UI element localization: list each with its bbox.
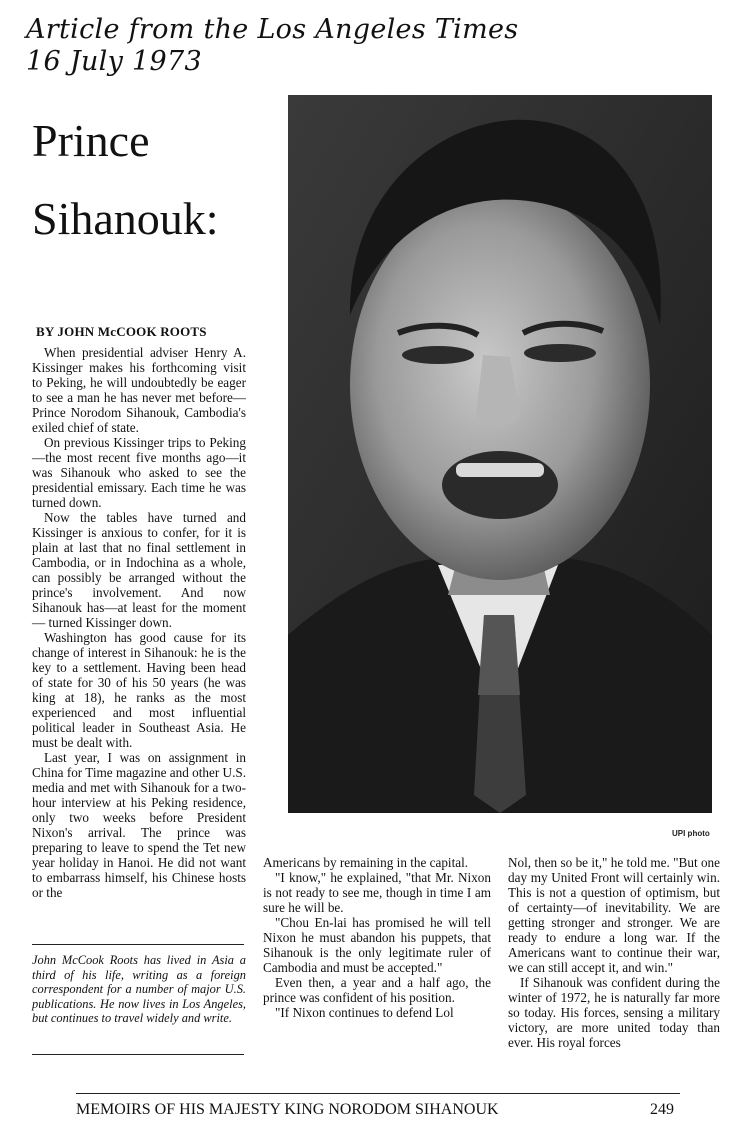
paragraph: "Chou En-lai has promised he will tell Nixon he must abandon his puppets, that Sihanouk is the only legitimate ruler of Cambodia and must be accepted." bbox=[263, 915, 491, 975]
footer-rule bbox=[76, 1093, 680, 1094]
article-column-2 bbox=[263, 855, 491, 1020]
paragraph: "If Nixon continues to defend Lol bbox=[275, 1005, 454, 1020]
headline-line-2: Sihanouk: bbox=[32, 193, 219, 244]
paragraph: "I know," he explained, "that Mr. Nixon is not ready to see me, though in time I am sure he will be. bbox=[263, 870, 491, 915]
portrait-photo bbox=[288, 95, 712, 813]
paragraph: If Sihanouk was confident during the winter of 1972, he is naturally far more so today. His forces, sensing a military victory, are more united today than ever. His royal forces bbox=[508, 975, 720, 1050]
handwritten-date-note: 16 July 1973 bbox=[26, 46, 202, 77]
paragraph: Now the tables have turned and Kissinger is anxious to confer, for it is plain at last that no final settlement in Cambodia, or in Indochina as a whole, can possibly be arranged without the prince's involvement. And now Sihanouk has—at least for the moment — turned Kissinger down. bbox=[32, 510, 246, 630]
photo-credit: UPI photo bbox=[672, 829, 710, 838]
byline: BY JOHN McCOOK ROOTS bbox=[36, 324, 207, 339]
paragraph: On previous Kissinger trips to Peking—the most recent five months ago—it was Sihanouk who asked to see the presidential emissary. Each time he was turned down. bbox=[32, 435, 246, 510]
portrait-illustration bbox=[288, 95, 712, 813]
divider-top bbox=[32, 944, 244, 945]
paragraph: Nol, then so be it," he told me. "But one day my United Front will certainly win. This is not a question of optimism, but of certainty—of inevitability. We are getting stronger and stronger. We are ready to endure a long war. If the Americans want to continue their war, we can still accept it, and win." bbox=[508, 855, 720, 975]
article-column-1 bbox=[32, 345, 246, 900]
book-title-footer: MEMOIRS OF HIS MAJESTY KING NORODOM SIHANOUK bbox=[76, 1101, 499, 1118]
author-bio: John McCook Roots has lived in Asia a third of his life, writing as a foreign correspondent for a number of major U.S. publications. He now lives in Los Angeles, but continues to travel widely and write. bbox=[32, 953, 246, 1025]
headline-line-1: Prince bbox=[32, 115, 150, 166]
paragraph: Last year, I was on assignment in China for Time magazine and other U.S. media and met with Sihanouk for a two-hour interview at his Peking residence, only two weeks before President Nixon's arrival. The prince was preparing to leave to spend the Tet new year holiday in Hanoi. He did not want to embarrass himself, his Chinese hosts or the bbox=[32, 750, 246, 900]
paragraph: Americans by remaining in the capital. bbox=[263, 855, 469, 870]
paragraph: When presidential adviser Henry A. Kissinger makes his forthcoming visit to Peking, he will undoubtedly be eager to see a man he has never met before—Prince Norodom Sihanouk, Cambodia's exiled chief of state. bbox=[32, 345, 246, 435]
divider-bottom bbox=[32, 1054, 244, 1055]
page-number: 249 bbox=[650, 1101, 674, 1118]
article-column-3 bbox=[508, 855, 720, 1050]
handwritten-source-note: Article from the Los Angeles Times bbox=[26, 14, 519, 45]
paragraph: Washington has good cause for its change of interest in Sihanouk: he is the key to a settlement. Having been head of state for 30 of his 50 years (he was king at 18), he ranks as the most experienced and most influential political leader in Southeast Asia. He must be dealt with. bbox=[32, 630, 246, 750]
paragraph: Even then, a year and a half ago, the prince was confident of his position. bbox=[263, 975, 491, 1005]
